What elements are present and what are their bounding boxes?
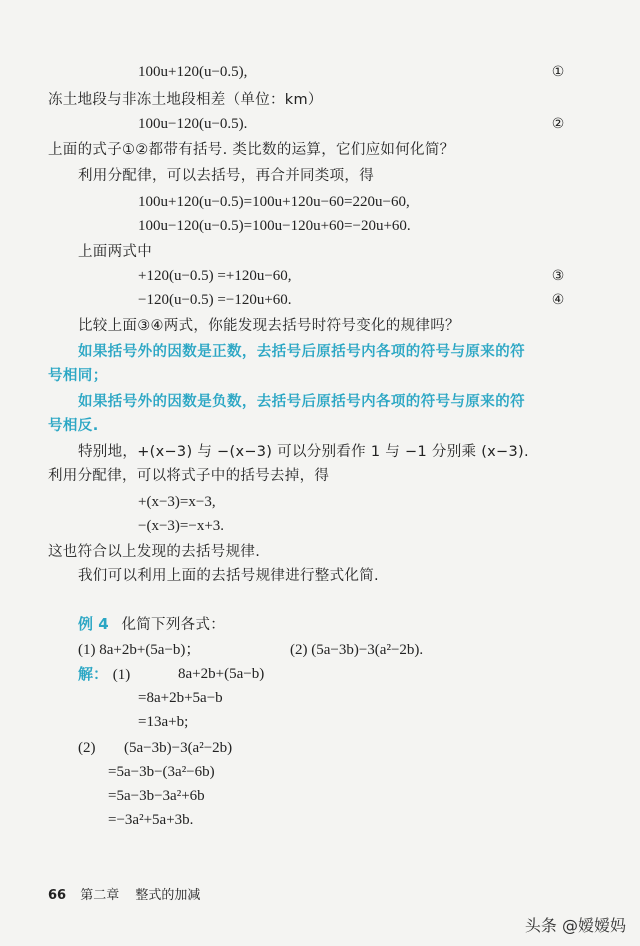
text-line: 特别地，+(x−3) 与 −(x−3) 可以分别看作 1 与 −1 分别乘 (x−3). <box>78 444 529 460</box>
page-number: 66 <box>48 888 67 903</box>
text-line: 这也符合以上发现的去括号规律. <box>48 544 261 560</box>
solution-2-step: =5a−3b−(3a²−6b) <box>108 764 215 780</box>
equation-line: 100u−120(u−0.5)=100u−120u+60=−20u+60. <box>138 218 411 234</box>
solution-1-step: =8a+2b+5a−b <box>138 690 223 706</box>
text-line: 利用分配律，可以将式子中的括号去掉，得 <box>48 468 330 484</box>
rule-positive-cont: 号相同； <box>48 368 108 384</box>
equation-1: 100u+120(u−0.5), <box>138 64 248 80</box>
rule-negative-cont: 号相反. <box>48 418 99 434</box>
equation-line: −(x−3)=−x+3. <box>138 518 225 534</box>
example-label: 例 4 <box>78 615 109 633</box>
marker-3: ③ <box>551 268 565 284</box>
solution-1-step: 8a+2b+(5a−b) <box>178 666 265 682</box>
example-title: 化简下列各式： <box>121 617 226 633</box>
rule-negative: 如果括号外的因数是负数，去括号后原括号内各项的符号与原来的符 <box>78 394 525 410</box>
equation-line: 100u+120(u−0.5)=100u+120u−60=220u−60, <box>138 194 410 210</box>
solution-2-index: (2) <box>78 740 96 756</box>
text-line: 利用分配律，可以去括号，再合并同类项，得 <box>78 168 374 184</box>
solution-label: 解： <box>78 665 109 683</box>
text-line: 我们可以利用上面的去括号规律进行整式化简. <box>78 568 379 584</box>
rule-positive: 如果括号外的因数是正数，去括号后原括号内各项的符号与原来的符 <box>78 344 525 360</box>
solution-1-header <box>78 664 130 685</box>
text-line: 上面两式中 <box>78 244 152 260</box>
solution-1-index: (1) <box>112 667 131 683</box>
problem-2: (2) (5a−3b)−3(a²−2b). <box>290 642 424 658</box>
equation-line: +(x−3)=x−3, <box>138 494 216 510</box>
marker-4: ④ <box>551 292 565 308</box>
solution-2-step: =−3a²+5a+3b. <box>108 812 194 828</box>
text-line: 比较上面③④两式，你能发现去括号时符号变化的规律吗？ <box>78 318 460 334</box>
text-line: 冻土地段与非冻土地段相差（单位：km） <box>48 92 323 108</box>
solution-2-step: =5a−3b−3a²+6b <box>108 788 205 804</box>
example-header <box>78 614 225 635</box>
marker-2: ② <box>551 116 565 132</box>
equation-4: −120(u−0.5) =−120u+60. <box>138 292 292 308</box>
marker-1: ① <box>551 64 565 80</box>
chapter-title: 整式的加减 <box>135 888 201 903</box>
watermark: 头条 @嫒嫒妈 <box>524 916 626 935</box>
equation-2: 100u−120(u−0.5). <box>138 116 248 132</box>
solution-2-step: (5a−3b)−3(a²−2b) <box>124 740 233 756</box>
chapter-number: 第二章 <box>80 888 120 903</box>
equation-3: +120(u−0.5) =+120u−60, <box>138 268 292 284</box>
page-footer <box>48 884 200 903</box>
solution-1-step: =13a+b; <box>138 714 189 730</box>
problem-1: (1) 8a+2b+(5a−b)； <box>78 642 201 658</box>
text-line: 上面的式子①②都带有括号. 类比数的运算，它们应如何化简？ <box>48 142 455 158</box>
